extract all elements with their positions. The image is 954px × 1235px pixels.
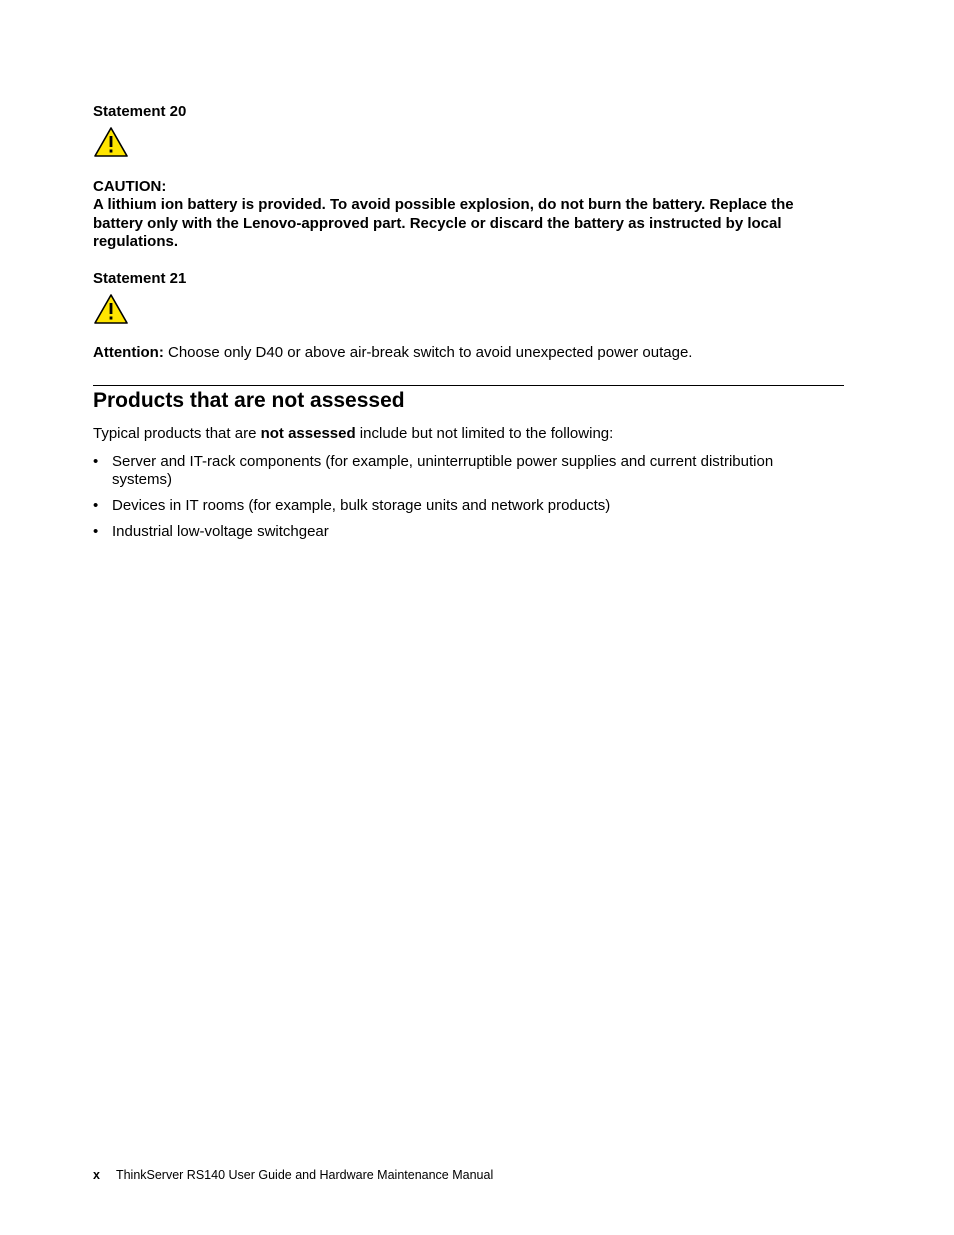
warning-triangle-icon: [93, 293, 129, 325]
footer-doc-title: ThinkServer RS140 User Guide and Hardware Maintenance Manual: [115, 1168, 494, 1182]
attention-note: [93, 344, 692, 361]
list-item: [93, 497, 822, 515]
attention-text: Choose only D40 or above air-break switch to avoid unexpected power outage.: [167, 344, 693, 361]
section-title: Products that are not assessed: [93, 389, 405, 412]
caution-label: CAUTION:: [93, 178, 167, 195]
bullet-icon: •: [93, 523, 99, 540]
section-divider: [93, 385, 844, 386]
attention-label: Attention:: [93, 344, 164, 361]
intro-text-bold: not assessed: [260, 425, 356, 442]
list-item-text: Server and IT-rack components (for example, uninterruptible power supplies and current distribution systems): [112, 453, 774, 488]
list-item: [93, 523, 822, 541]
statement-21-title: Statement 21: [93, 270, 187, 287]
page-number: x: [93, 1168, 100, 1182]
list-item-text: Industrial low-voltage switchgear: [112, 523, 329, 540]
intro-text-end: include but not limited to the following:: [355, 425, 614, 442]
warning-triangle-icon: [93, 126, 129, 158]
caution-text: A lithium ion battery is provided. To avoid possible explosion, do not burn the battery. Replace the battery only with the Lenovo-approved part. Recycle or discard the battery as instructed by local regulations.: [93, 196, 794, 250]
product-list: [93, 453, 844, 549]
bullet-icon: •: [93, 497, 99, 514]
list-item: [93, 453, 822, 489]
statement-20-title: Statement 20: [93, 103, 187, 120]
section-intro: [93, 425, 613, 442]
intro-text-start: Typical products that are: [93, 425, 261, 442]
page-footer: [93, 1168, 493, 1182]
list-item-text: Devices in IT rooms (for example, bulk storage units and network products): [112, 497, 611, 514]
bullet-icon: •: [93, 453, 99, 470]
